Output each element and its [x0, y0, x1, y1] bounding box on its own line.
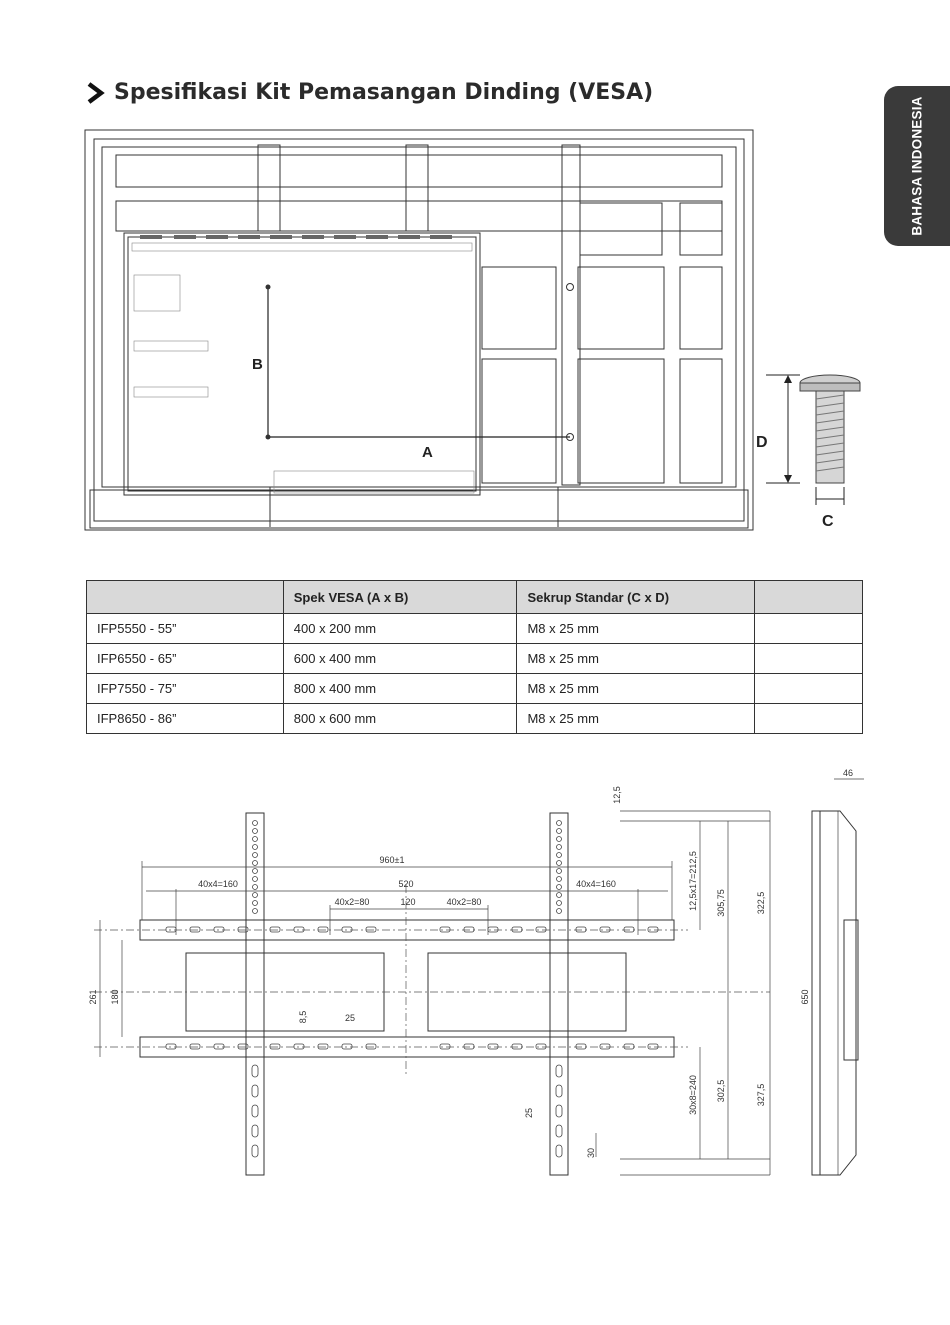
table-row [87, 644, 863, 674]
table-cell [755, 704, 863, 734]
table-cell: 800 x 600 mm [283, 704, 517, 734]
table-header [87, 581, 284, 614]
dim-240: 30x8=240 [688, 1075, 698, 1115]
page-title-text: Spesifikasi Kit Pemasangan Dinding (VESA) [114, 80, 654, 105]
dim-120: 120 [400, 897, 416, 907]
table-cell: IFP8650 - 86” [87, 704, 284, 734]
dim-160-left: 40x4=160 [198, 879, 238, 889]
dim-80-right: 40x2=80 [446, 897, 482, 907]
dim-305-75: 305,75 [716, 889, 726, 917]
label-a: A [422, 444, 433, 461]
label-b: B [252, 356, 263, 373]
display-back-diagram [80, 125, 880, 545]
table-cell: 800 x 400 mm [283, 674, 517, 704]
table-header: Sekrup Standar (C x D) [517, 581, 755, 614]
table-row [87, 614, 863, 644]
dim-80-left: 40x2=80 [334, 897, 370, 907]
table-cell: IFP6550 - 65” [87, 644, 284, 674]
dim-160-right: 40x4=160 [576, 879, 616, 889]
dim-960: 960±1 [379, 855, 405, 865]
table-cell: 600 x 400 mm [283, 644, 517, 674]
screw-icon [766, 375, 860, 505]
table-row [87, 704, 863, 734]
dim-25-top: 25 [344, 1013, 356, 1023]
table-header-row [87, 581, 863, 614]
table-cell: M8 x 25 mm [517, 644, 755, 674]
table-cell [755, 644, 863, 674]
table-cell: IFP7550 - 75” [87, 674, 284, 704]
chevron-right-icon [86, 82, 106, 104]
table-header: Spek VESA (A x B) [283, 581, 517, 614]
table-cell: IFP5550 - 55” [87, 614, 284, 644]
table-cell [755, 614, 863, 644]
dim-327-5: 327,5 [756, 1083, 766, 1107]
vesa-spec-table [86, 580, 863, 734]
table-row [87, 674, 863, 704]
table-cell: M8 x 25 mm [517, 704, 755, 734]
language-tab [884, 86, 950, 246]
table-cell: M8 x 25 mm [517, 674, 755, 704]
dim-212-5: 12,5x17=212,5 [688, 851, 698, 911]
table-cell: M8 x 25 mm [517, 614, 755, 644]
label-c: C [822, 513, 834, 530]
table-header [755, 581, 863, 614]
dim-30: 30 [586, 1147, 596, 1159]
dim-46: 46 [842, 768, 854, 778]
dim-302-5: 302,5 [716, 1079, 726, 1103]
table-cell: 400 x 200 mm [283, 614, 517, 644]
dim-261: 261 [88, 989, 98, 1005]
dim-520: 520 [398, 879, 414, 889]
label-d: D [756, 434, 768, 451]
dim-25-bottom: 25 [524, 1107, 534, 1119]
table-cell [755, 674, 863, 704]
dim-650: 650 [800, 989, 810, 1005]
bracket-drawing [80, 765, 880, 1195]
dim-8-5: 8,5 [298, 1010, 308, 1024]
language-tab-label: BAHASA INDONESIA [909, 96, 925, 236]
dim-322-5: 322,5 [756, 891, 766, 915]
dim-12-5: 12,5 [612, 786, 622, 804]
dim-180: 180 [110, 989, 120, 1005]
page-title [86, 80, 653, 105]
